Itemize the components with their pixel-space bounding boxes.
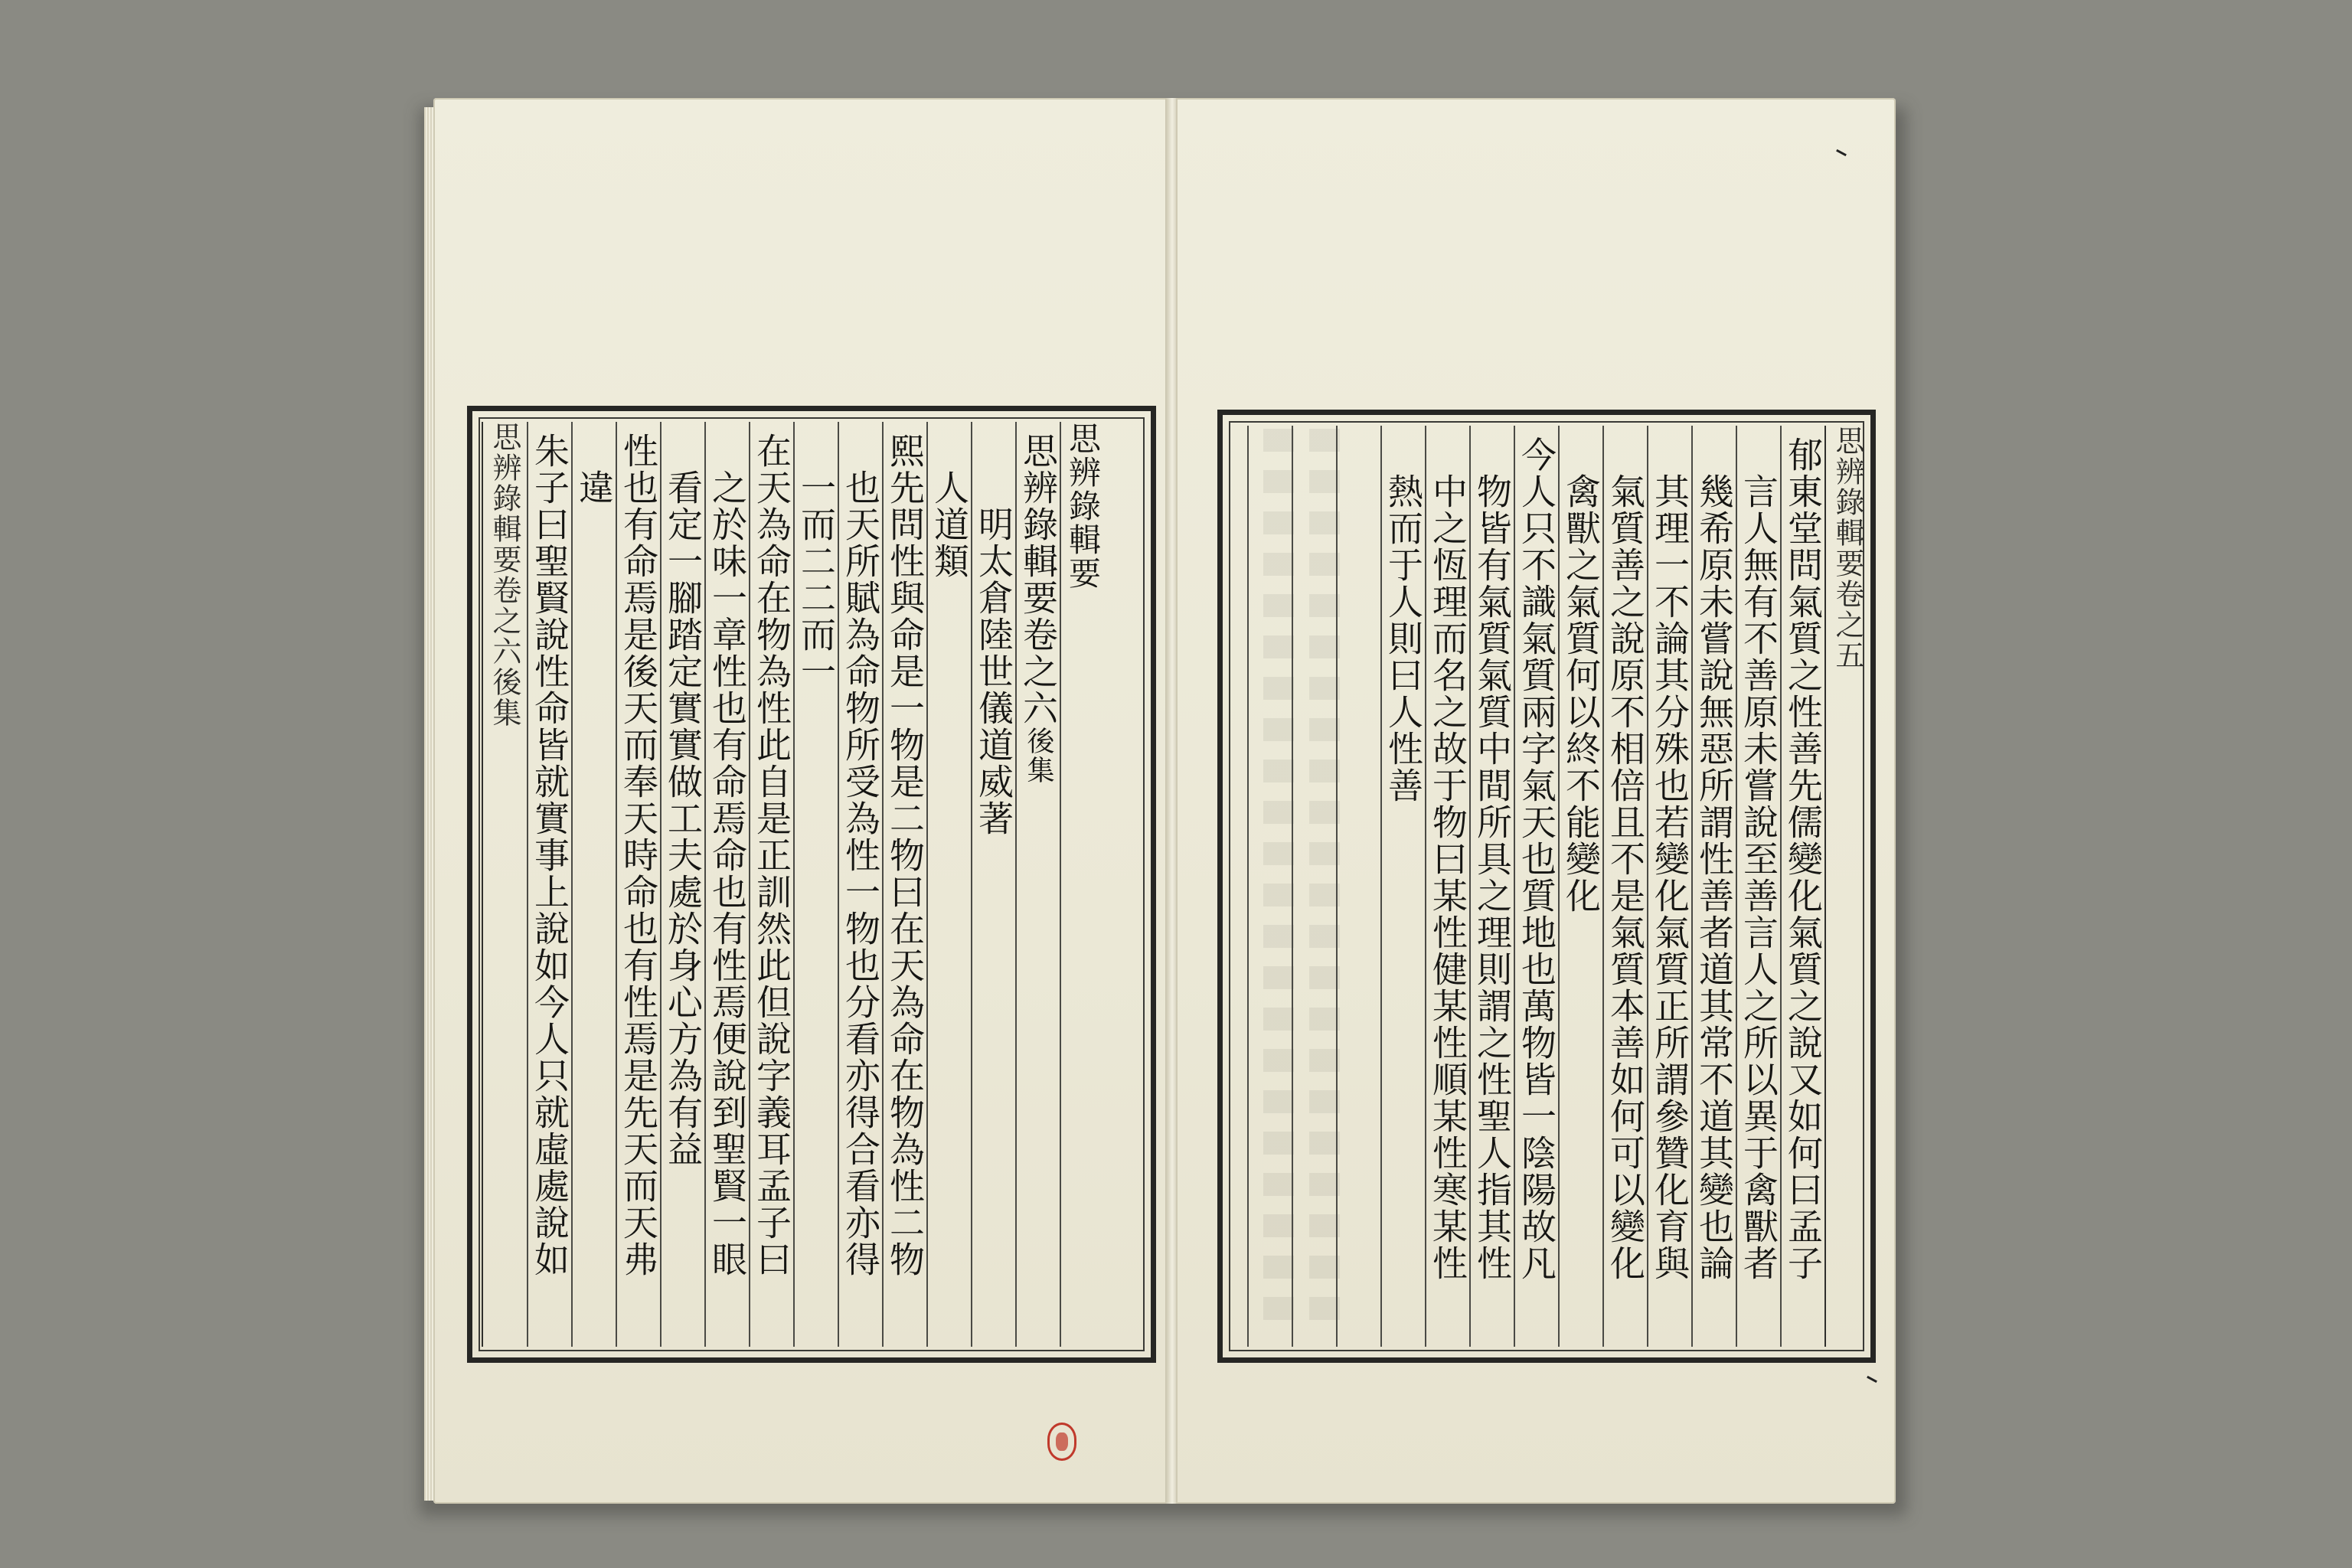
right-text-line-7: 今人只不識氣質兩字氣天也質地也萬物皆一陰陽故凡 [1514, 426, 1558, 1347]
right-text-line-3: 幾希原未嘗說無惡所謂性善者道其常不道其變也論 [1691, 426, 1736, 1347]
right-text-line-6: 禽獸之氣質何以終不能變化 [1558, 426, 1602, 1347]
collector-seal [1047, 1423, 1076, 1461]
title-collection: 後集 [1023, 727, 1054, 785]
left-text-line-9: 朱子曰聖賢說性命皆就實事上說如今人只就虛處說如 [527, 422, 571, 1347]
left-text-line-5: 之於味一章性也有命焉命也有性焉便說到聖賢一眼 [704, 422, 749, 1347]
left-title-column [1015, 422, 1060, 1347]
title-book: 思辨錄輯要 [1018, 433, 1059, 616]
right-text-line-4: 其理一不論其分殊也若變化氣質正所謂參贊化育與 [1647, 426, 1691, 1347]
left-edge-book: 思辨錄輯要 [1064, 422, 1102, 590]
right-text-line-9: 中之恆理而名之故于物曰某性健某性順某性寒某性 [1425, 426, 1469, 1347]
right-empty-column [1292, 426, 1336, 1347]
right-empty-column [1336, 426, 1380, 1347]
right-text-line-1: 郁東堂問氣質之性善先儒變化氣質之說又如何曰孟子 [1780, 426, 1824, 1347]
left-text-line-6: 看定一腳踏定實實做工夫處於身心方為有益 [660, 422, 704, 1347]
seal-mark [1056, 1432, 1068, 1451]
left-text-line-8: 違 [571, 422, 616, 1347]
right-edge-margin [1824, 426, 1869, 1347]
left-text-line-4: 在天為命在物為性此自是正訓然此但說字義耳孟子曰 [749, 422, 793, 1347]
right-text-line-8: 物皆有氣質氣質中間所具之理則謂之性聖人指其性 [1469, 426, 1514, 1347]
left-text-line-3: 一而二二而一 [793, 422, 838, 1347]
left-edge-label [1060, 422, 1104, 1347]
left-edge-margin [482, 422, 526, 1347]
right-text-line-2: 言人無有不善原未嘗說至善言人之所以異于禽獸者 [1736, 426, 1780, 1347]
right-edge-book: 思辨錄輯要 [1831, 426, 1864, 579]
left-text-line-7: 性也有命焉是後天而奉天時命也有性焉是先天而天弗 [616, 422, 660, 1347]
left-text-line-1: 熙先問性與命是一物是二物曰在天為命在物為性二物 [882, 422, 926, 1347]
title-volume: 卷之六 [1018, 616, 1059, 727]
left-text-frame [467, 406, 1156, 1363]
author-line: 明太倉陸世儀道威著 [971, 422, 1015, 1347]
right-text-line-10: 熱而于人則曰人性善 [1380, 426, 1425, 1347]
right-text-frame [1217, 410, 1876, 1363]
left-edge-book-bottom: 思辨錄輯要 [488, 422, 521, 575]
right-empty-column [1247, 426, 1292, 1347]
left-edge-volume: 卷之六後集 [488, 575, 521, 728]
left-text-line-2: 也天所賦為命物所受為性一物也分看亦得合看亦得 [838, 422, 882, 1347]
right-edge-volume: 卷之五 [1831, 579, 1864, 671]
section-heading: 人道類 [926, 422, 971, 1347]
right-text-line-5: 氣質善之說原不相倍且不是氣質本善如何可以變化 [1602, 426, 1647, 1347]
